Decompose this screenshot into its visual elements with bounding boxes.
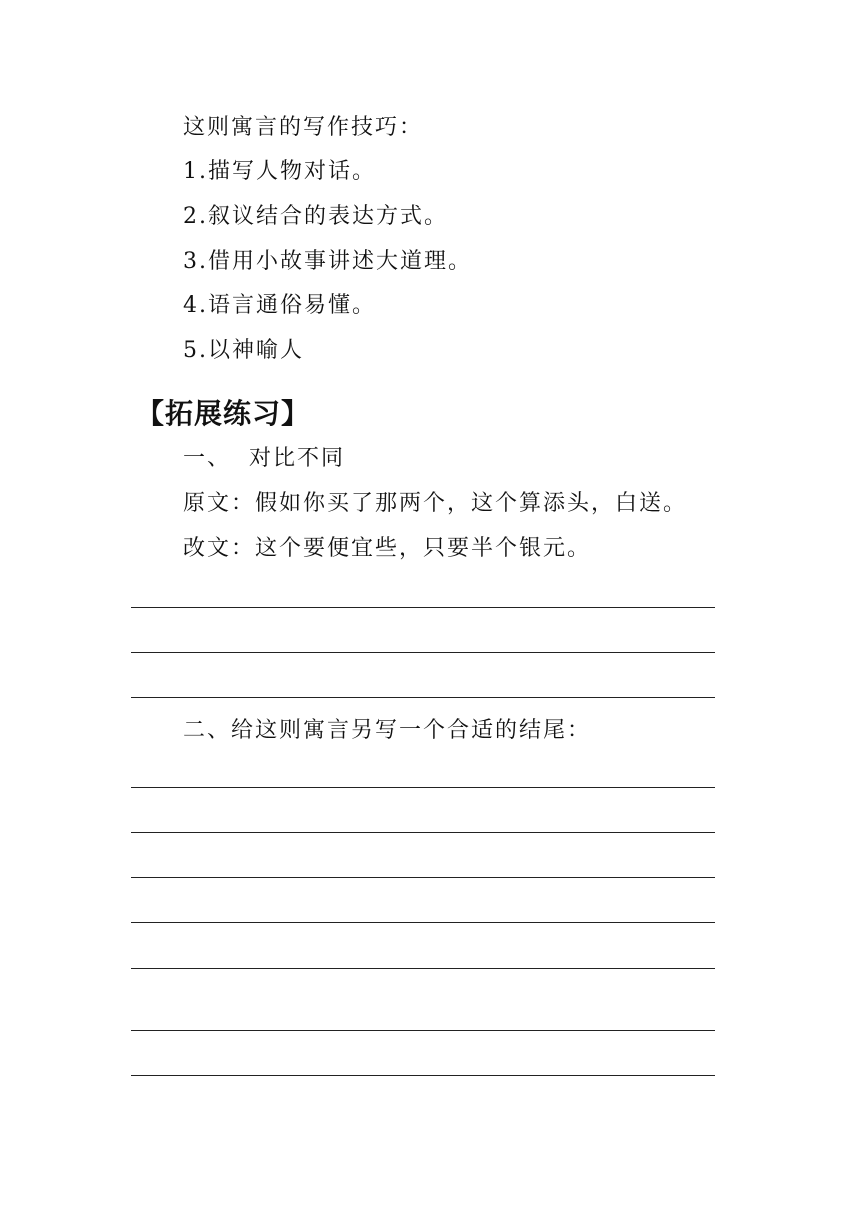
technique-item-2: 2.叙议结合的表达方式。	[183, 204, 448, 229]
answer-line[interactable]	[131, 787, 715, 788]
answer-line[interactable]	[131, 832, 715, 833]
answer-line[interactable]	[131, 1075, 715, 1076]
answer-line[interactable]	[131, 968, 715, 969]
technique-item-3: 3.借用小故事讲述大道理。	[183, 249, 472, 274]
answer-line[interactable]	[131, 652, 715, 653]
answer-line[interactable]	[131, 877, 715, 878]
revised-text: 改文：这个要便宜些，只要半个银元。	[183, 536, 592, 561]
answer-line[interactable]	[131, 607, 715, 608]
original-text: 原文：假如你买了那两个，这个算添头，白送。	[183, 491, 688, 516]
technique-item-4: 4.语言通俗易懂。	[183, 293, 376, 318]
techniques-title: 这则寓言的写作技巧：	[183, 115, 424, 140]
answer-line[interactable]	[131, 697, 715, 698]
question-2-title: 二、给这则寓言另写一个合适的结尾：	[183, 718, 592, 743]
technique-item-1: 1.描写人物对话。	[183, 159, 376, 184]
answer-line[interactable]	[131, 1030, 715, 1031]
question-1-title: 一、 对比不同	[183, 446, 345, 471]
technique-item-5: 5.以神喻人	[183, 338, 304, 363]
answer-line[interactable]	[131, 922, 715, 923]
section-heading: 【拓展练习】	[136, 397, 311, 430]
